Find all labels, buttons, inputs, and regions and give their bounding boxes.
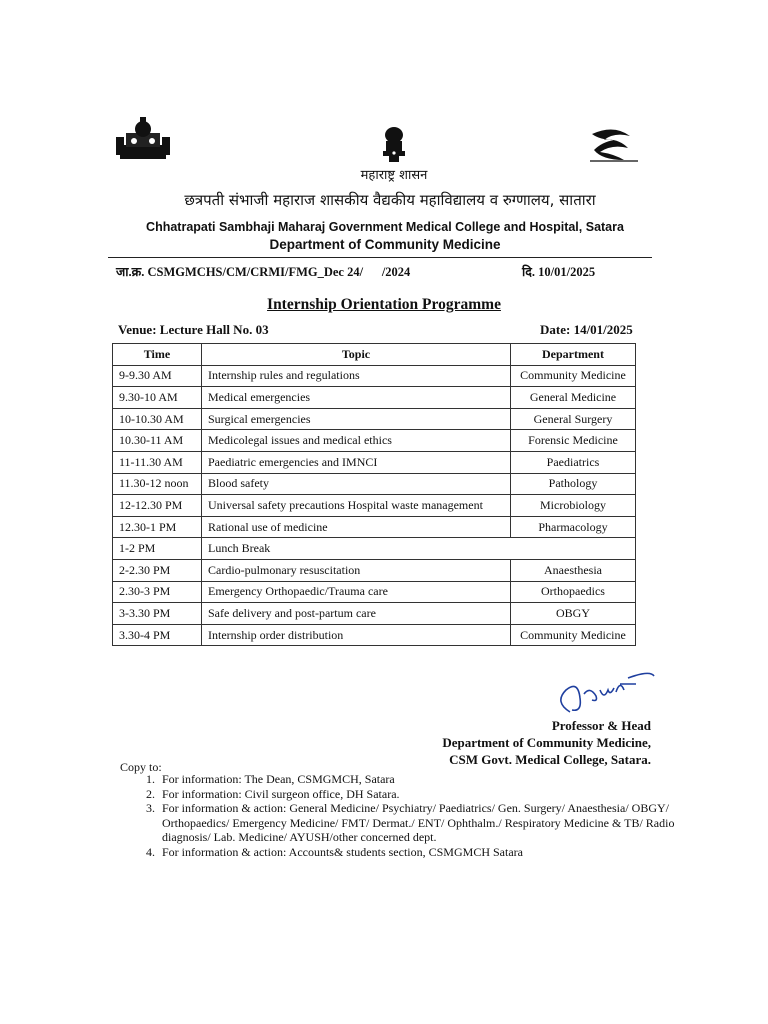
cell-department: General Medicine <box>511 387 636 409</box>
copy-to-label: Copy to: <box>120 760 162 774</box>
cell-time: 9-9.30 AM <box>113 365 202 387</box>
cell-time: 9.30-10 AM <box>113 387 202 409</box>
crest-logo-icon <box>114 115 172 168</box>
cell-time: 12.30-1 PM <box>113 516 202 538</box>
header-time: Time <box>113 344 202 366</box>
list-item: 2. For information: Civil surgeon office, DH Satara. <box>158 787 678 802</box>
page-title <box>100 296 668 314</box>
table-row <box>113 387 636 409</box>
college-name: Chhatrapati Sambhaji Maharaj Government Medical College and Hospital, Satara <box>146 220 624 234</box>
table-row <box>113 495 636 517</box>
cell-topic: Medical emergencies <box>202 387 511 409</box>
table-row <box>113 451 636 473</box>
cell-topic: Paediatric emergencies and IMNCI <box>202 451 511 473</box>
reference-number: जा.क्र. CSMGMCHS/CM/CRMI/FMG_Dec 24/ /2024 <box>116 265 411 279</box>
table-row <box>113 559 636 581</box>
list-item: 1. For information: The Dean, CSMGMCH, Satara <box>158 772 678 787</box>
cell-time: 11.30-12 noon <box>113 473 202 495</box>
table-row <box>113 624 636 646</box>
table-header-row <box>113 344 636 366</box>
department-name: Department of Community Medicine <box>269 237 501 252</box>
cell-time: 10-10.30 AM <box>113 408 202 430</box>
table-row <box>113 581 636 603</box>
event-date: Date: 14/01/2025 <box>540 322 633 337</box>
cell-topic: Medicolegal issues and medical ethics <box>202 430 511 452</box>
title-text: Internship Orientation Programme <box>267 296 501 313</box>
cell-time: 3-3.30 PM <box>113 603 202 625</box>
cell-department: Community Medicine <box>511 365 636 387</box>
national-emblem-icon <box>380 125 408 168</box>
cell-time: 1-2 PM <box>113 538 202 560</box>
cell-topic: Safe delivery and post-partum care <box>202 603 511 625</box>
cell-department: OBGY <box>511 603 636 625</box>
cell-department: Microbiology <box>511 495 636 517</box>
cell-time: 2-2.30 PM <box>113 559 202 581</box>
cell-topic: Internship order distribution <box>202 624 511 646</box>
cell-department: Paediatrics <box>511 451 636 473</box>
cell-department: Community Medicine <box>511 624 636 646</box>
signatory-block <box>420 717 651 768</box>
copy-to-list <box>140 772 678 860</box>
cell-department: Orthopaedics <box>511 581 636 603</box>
schedule-table <box>112 343 636 646</box>
govt-name-hindi: महाराष्ट्र शासन <box>360 168 428 183</box>
cell-topic: Emergency Orthopaedic/Trauma care <box>202 581 511 603</box>
cell-department: General Surgery <box>511 408 636 430</box>
table-row <box>113 603 636 625</box>
cell-time: 11-11.30 AM <box>113 451 202 473</box>
reference-date: दि. 10/01/2025 <box>522 265 596 279</box>
cell-topic: Surgical emergencies <box>202 408 511 430</box>
header-topic: Topic <box>202 344 511 366</box>
cell-time: 3.30-4 PM <box>113 624 202 646</box>
table-row <box>113 473 636 495</box>
hospital-logo-icon <box>584 126 644 169</box>
cell-topic: Universal safety precautions Hospital waste management <box>202 495 511 517</box>
signatory-department: Department of Community Medicine, <box>442 735 651 750</box>
list-item: 3. For information & action: General Medicine/ Psychiatry/ Paediatrics/ Gen. Surgery/ Anaesthesia/ OBGY/ Orthopaedics/ Emergency Medicine/ FMT/ Dermat./ ENT/ Ophthalm./ Respiratory Medicine & TB/ Radio diagnosis/ Lab. Medicine/ AYUSH/other concerned dept. <box>158 801 678 845</box>
cell-department: Forensic Medicine <box>511 430 636 452</box>
header-divider <box>108 257 652 258</box>
header-department: Department <box>511 344 636 366</box>
cell-department: Pathology <box>511 473 636 495</box>
cell-topic: Rational use of medicine <box>202 516 511 538</box>
cell-time: 2.30-3 PM <box>113 581 202 603</box>
venue: Venue: Lecture Hall No. 03 <box>118 322 269 337</box>
cell-department: Pharmacology <box>511 516 636 538</box>
table-row <box>113 538 636 560</box>
table-row <box>113 430 636 452</box>
cell-topic: Internship rules and regulations <box>202 365 511 387</box>
table-row <box>113 408 636 430</box>
table-row <box>113 516 636 538</box>
cell-topic: Lunch Break <box>202 538 636 560</box>
cell-time: 10.30-11 AM <box>113 430 202 452</box>
cell-topic: Blood safety <box>202 473 511 495</box>
cell-department: Anaesthesia <box>511 559 636 581</box>
list-item: 4. For information & action: Accounts& students section, CSMGMCH Satara <box>158 845 678 860</box>
cell-topic: Cardio-pulmonary resuscitation <box>202 559 511 581</box>
signatory-college: CSM Govt. Medical College, Satara. <box>449 752 651 767</box>
college-name-hindi: छत्रपती संभाजी महाराज शासकीय वैद्यकीय महाविद्यालय व रुग्णालय, सातारा <box>184 191 596 209</box>
signatory-designation: Professor & Head <box>551 718 651 733</box>
cell-time: 12-12.30 PM <box>113 495 202 517</box>
table-row <box>113 365 636 387</box>
